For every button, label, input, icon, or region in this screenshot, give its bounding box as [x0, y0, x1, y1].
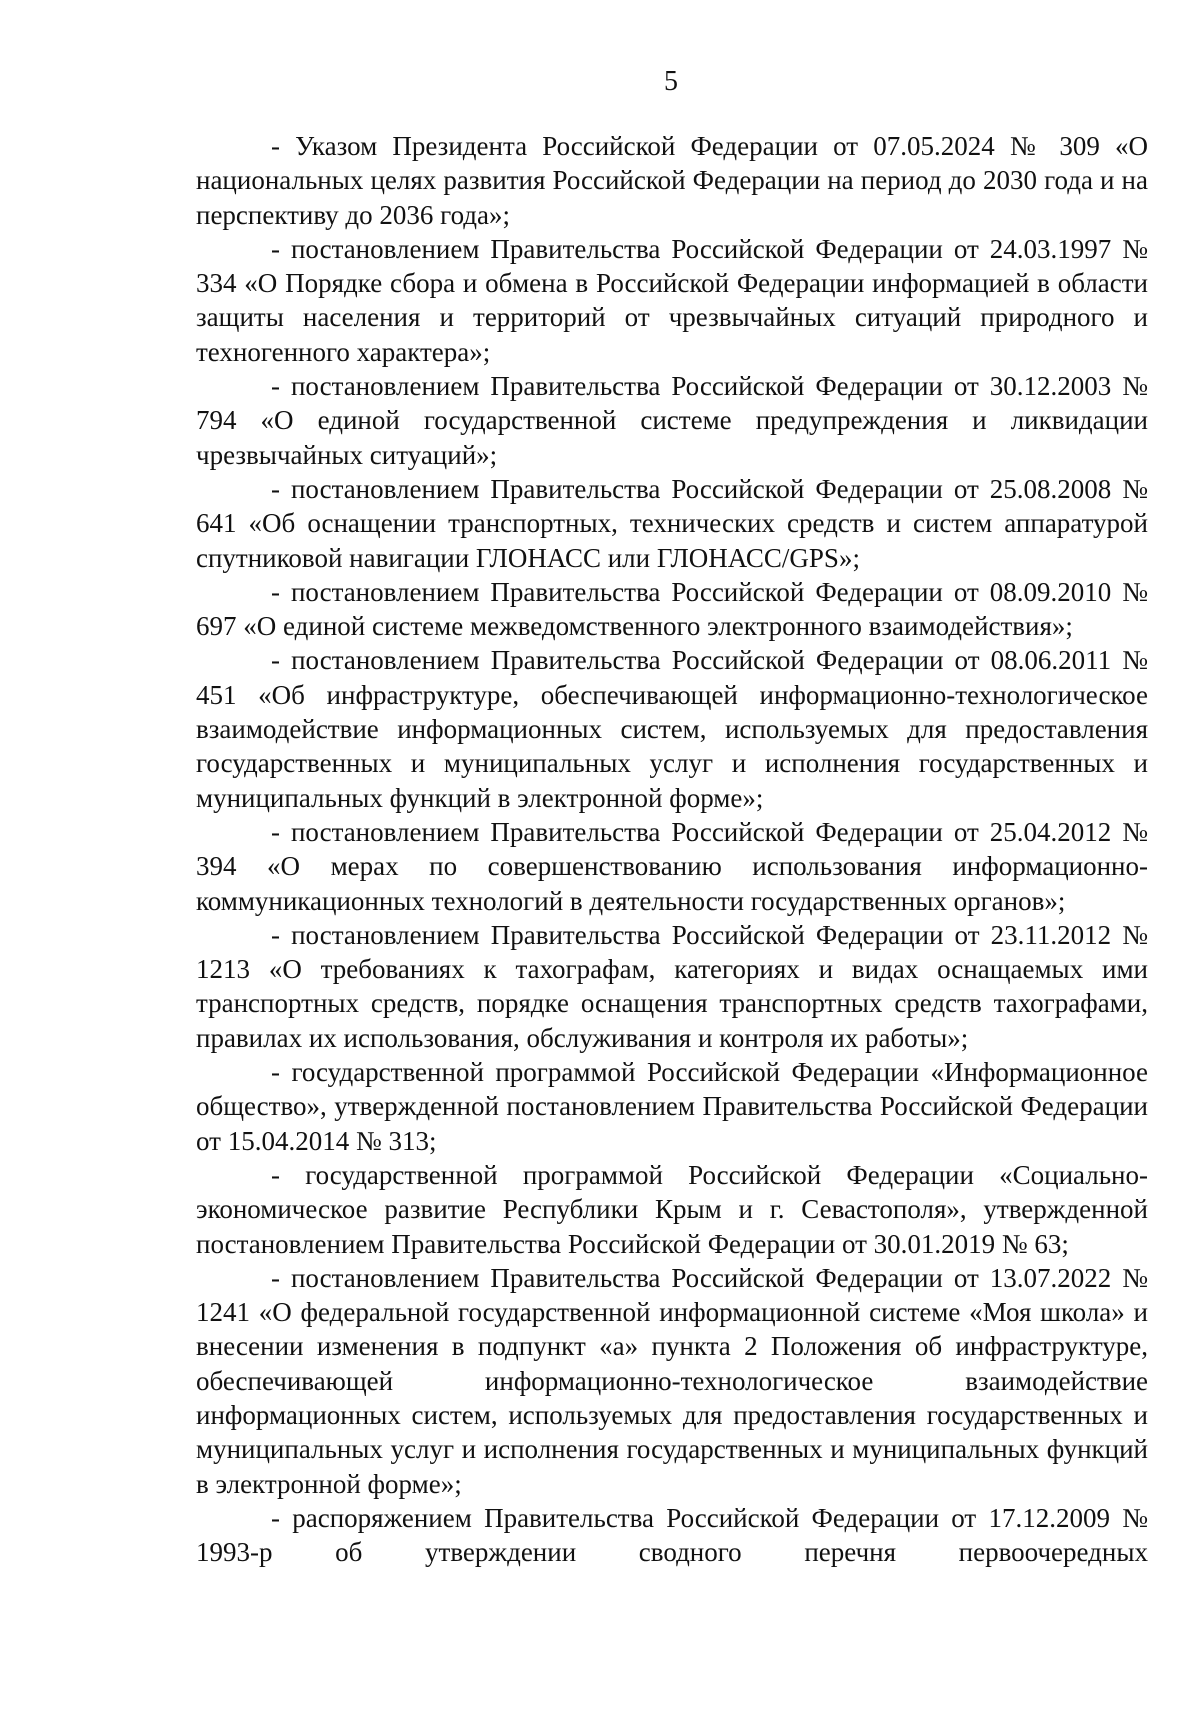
paragraph-program-information-society: - государственной программой Российской Федерации «Информационное общество», утвержденной постановлением Правительства Российской Федерации от 15.04.2014 № 313;: [196, 1057, 1148, 1156]
paragraph-resolution-1241: - постановлением Правительства Российской Федерации от 13.07.2022 № 1241 «О федеральной государственной информационной системе «Моя школа» и внесении изменения в подпункт «а» пункта 2 Положения об инфраструктуре, обеспечивающей информационно-технологическое взаимодействие информационных систем, используемых для предоставления государственных и муниципальных услуг и исполнения государственных и муниципальных функций в электронной форме»;: [196, 1262, 1148, 1499]
page-number: 5: [664, 66, 678, 97]
paragraph-decree-309: - Указом Президента Российской Федерации от 07.05.2024 № 309 «О национальных целях развития Российской Федерации на период до 2030 года и на перспективу до 2036 года»;: [196, 131, 1148, 230]
paragraph-resolution-697: - постановлением Правительства Российской Федерации от 08.09.2010 № 697 «О единой системе межведомственного электронного взаимодействия»;: [196, 576, 1148, 642]
document-body: [196, 129, 1148, 1569]
paragraph-resolution-1213: - постановлением Правительства Российской Федерации от 23.11.2012 № 1213 «О требованиях к тахографам, категориях и видах оснащаемых ими транспортных средств, порядке оснащения транспортных средств тахографами, правилах их использования, обслуживания и контроля их работы»;: [196, 919, 1148, 1053]
paragraph-program-crimea-sevastopol: - государственной программой Российской Федерации «Социально-экономическое развитие Республики Крым и г. Севастополя», утвержденной постановлением Правительства Российской Федерации от 30.01.2019 № 63;: [196, 1159, 1148, 1259]
paragraph-resolution-794: - постановлением Правительства Российской Федерации от 30.12.2003 № 794 «О единой государственной системе предупреждения и ликвидации чрезвычайных ситуаций»;: [196, 371, 1148, 470]
paragraph-resolution-394: - постановлением Правительства Российской Федерации от 25.04.2012 № 394 «О мерах по совершенствованию использования информационно-коммуникационных технологий в деятельности государственных органов»;: [196, 816, 1148, 916]
paragraph-order-1993-r: - распоряжением Правительства Российской Федерации от 17.12.2009 № 1993-р об утверждении сводного перечня первоочередных: [196, 1502, 1148, 1568]
paragraph-resolution-451: - постановлением Правительства Российской Федерации от 08.06.2011 № 451 «Об инфраструктуре, обеспечивающей информационно-технологическое взаимодействие информационных систем, используемых для предоставления государственных и муниципальных услуг и исполнения государственных и муниципальных функций в электронной форме»;: [196, 645, 1148, 813]
paragraph-resolution-334: - постановлением Правительства Российской Федерации от 24.03.1997 № 334 «О Порядке сбора и обмена в Российской Федерации информацией в области защиты населения и территорий от чрезвычайных ситуаций природного и техногенного характера»;: [196, 233, 1148, 367]
paragraph-resolution-641: - постановлением Правительства Российской Федерации от 25.08.2008 № 641 «Об оснащении транспортных, технических средств и систем аппаратурой спутниковой навигации ГЛОНАСС или ГЛОНАСС/GPS»;: [196, 473, 1148, 573]
